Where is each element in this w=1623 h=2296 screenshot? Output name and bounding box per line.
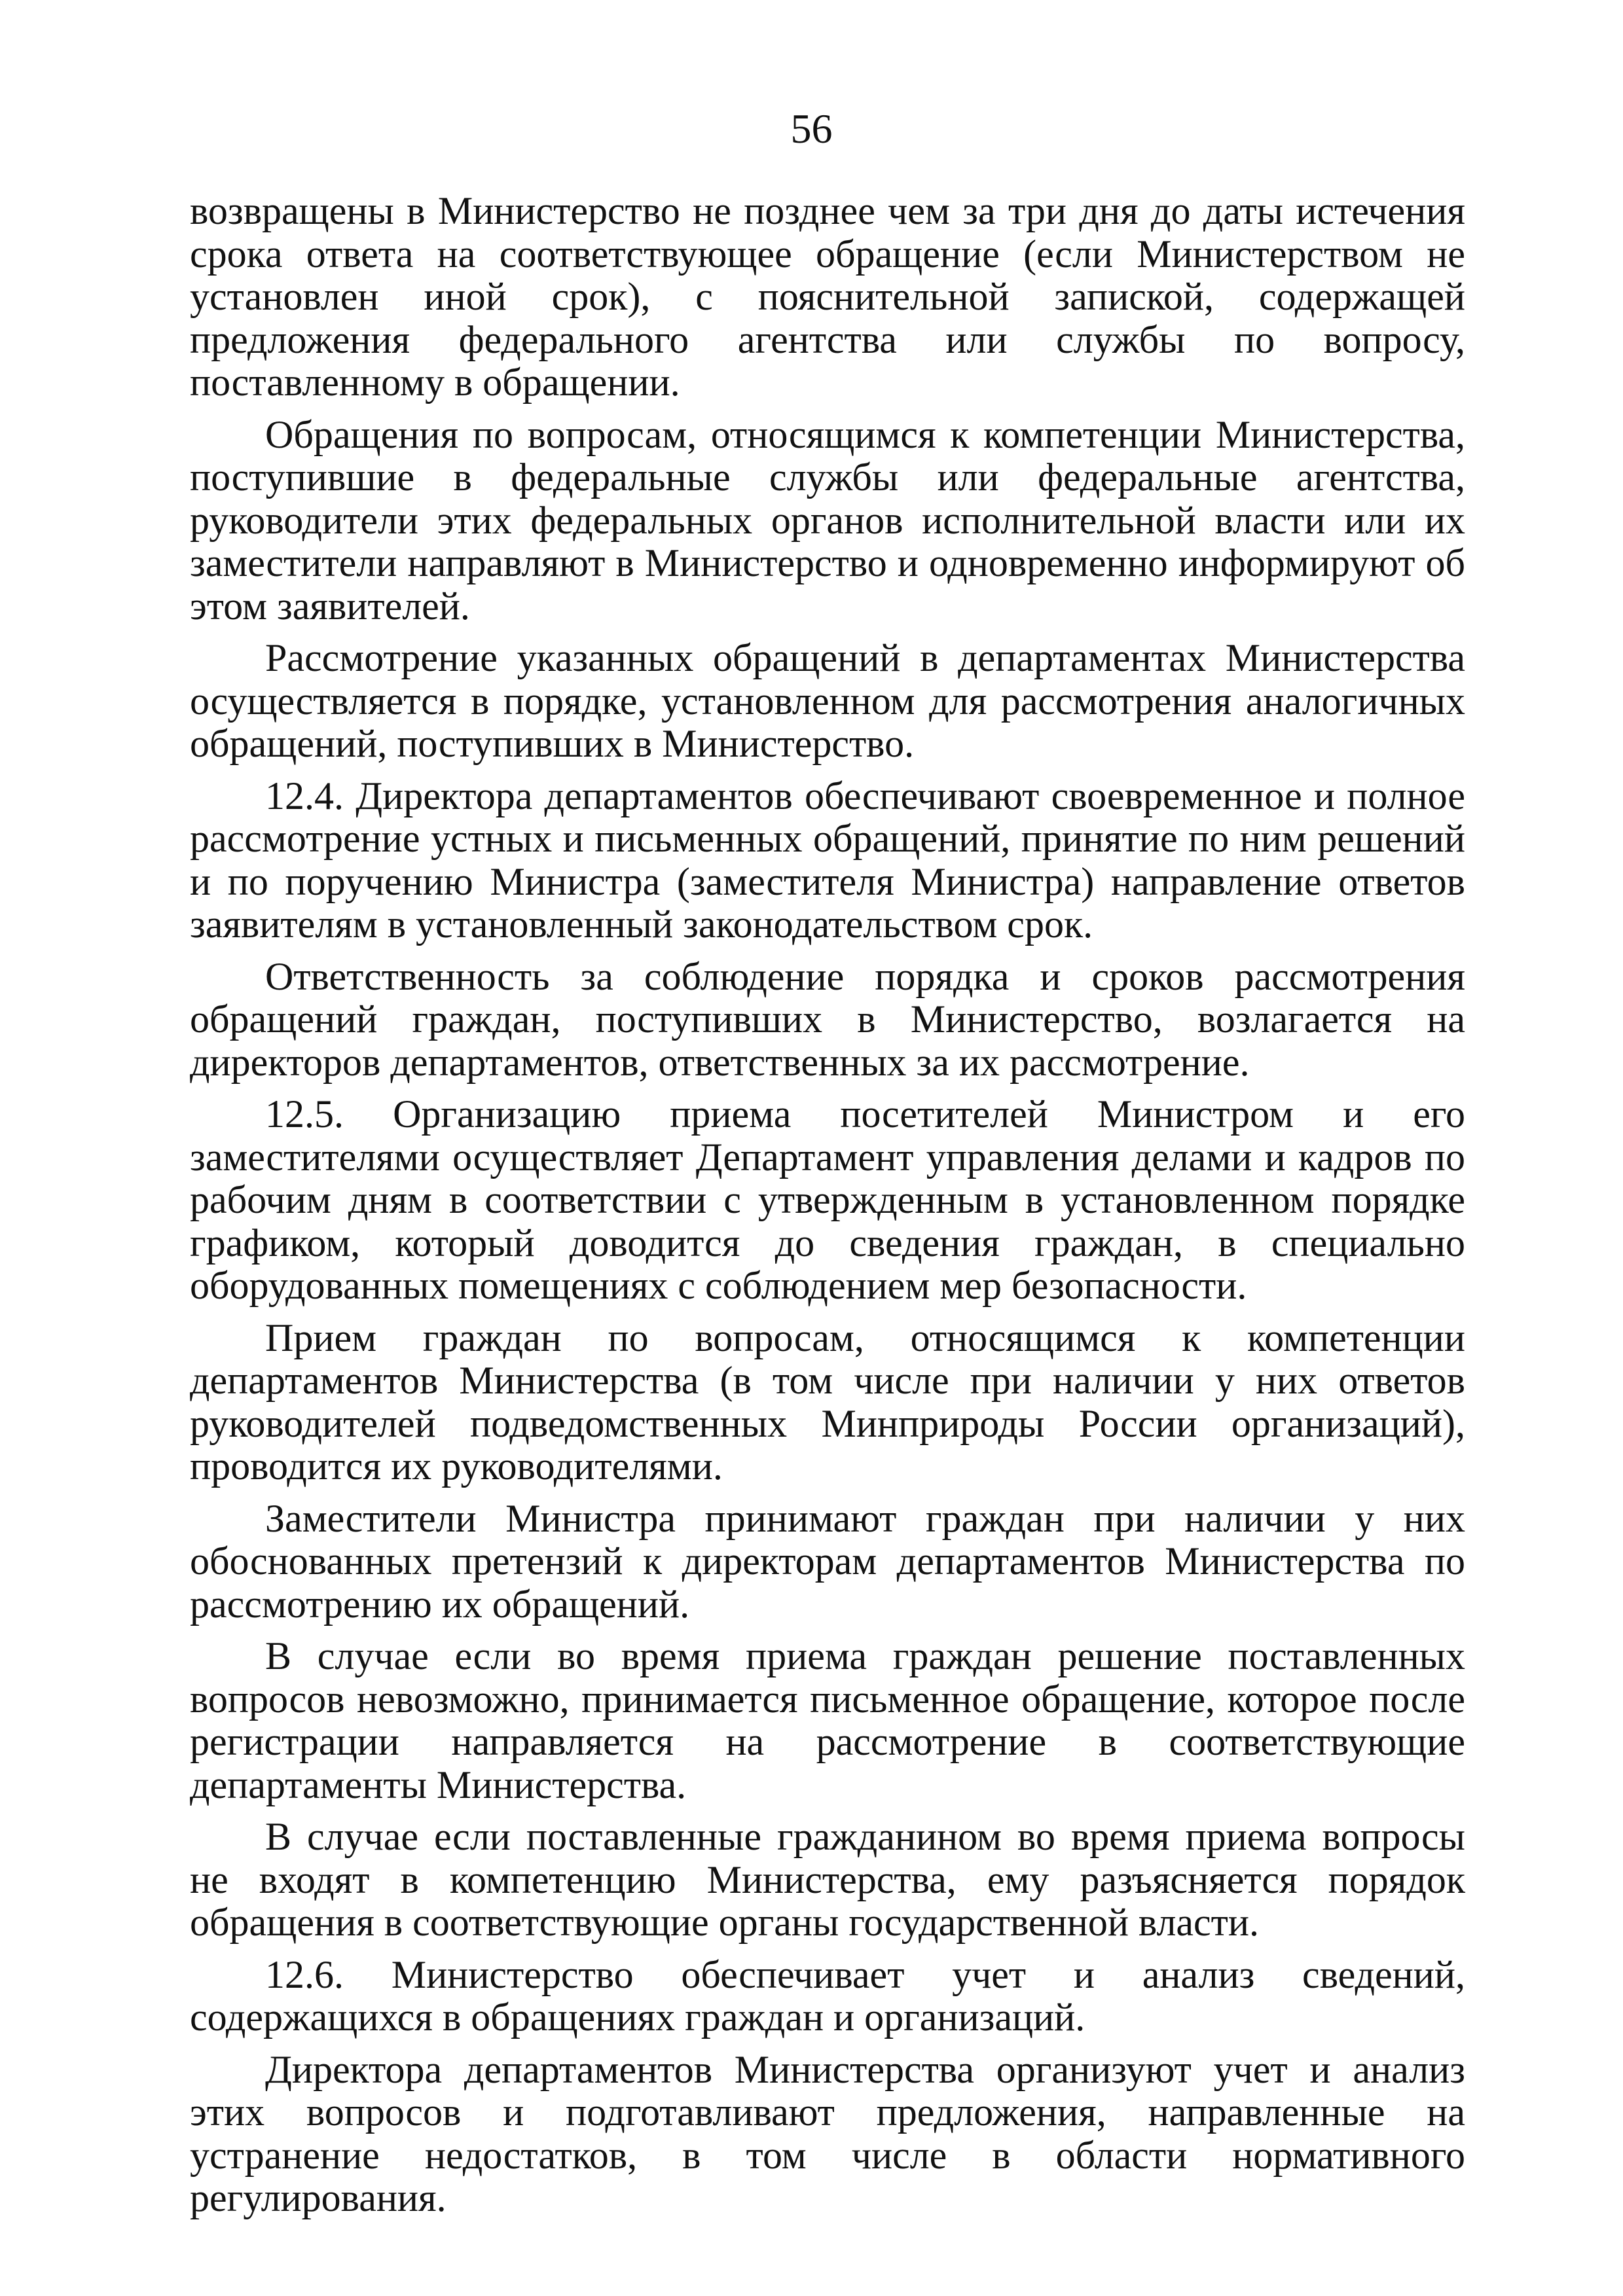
paragraph: 12.4. Директора департаментов обеспечивают своевременное и полное рассмотрение устных и письменных обращений, принятие по ним решений и по поручению Министра (заместителя Министра) направление ответов заявителям в установленный законодательством срок. (190, 774, 1465, 946)
document-body (190, 190, 1465, 2229)
paragraph: Заместители Министра принимают граждан при наличии у них обоснованных претензий к директорам департаментов Министерства по рассмотрению их обращений. (190, 1496, 1465, 1626)
paragraph: Ответственность за соблюдение порядка и сроков рассмотрения обращений граждан, поступивших в Министерство, возлагается на директоров департаментов, ответственных за их рассмотрение. (190, 954, 1465, 1084)
paragraph: Прием граждан по вопросам, относящимся к компетенции департаментов Министерства (в том числе при наличии у них ответов руководителей подведомственных Минприроды России организаций), проводится их руководителями. (190, 1316, 1465, 1488)
paragraph: Рассмотрение указанных обращений в департаментах Министерства осуществляется в порядке, установленном для рассмотрения аналогичных обращений, поступивших в Министерство. (190, 636, 1465, 765)
paragraph: 12.6. Министерство обеспечивает учет и анализ сведений, содержащихся в обращениях граждан и организаций. (190, 1952, 1465, 2039)
paragraph: возвращены в Министерство не позднее чем за три дня до даты истечения срока ответа на соответствующее обращение (если Министерством не установлен иной срок), с пояснительной запиской, содержащей предложения федерального агентства или службы по вопросу, поставленному в обращении. (190, 189, 1465, 404)
paragraph: В случае если поставленные гражданином во время приема вопросы не входят в компетенцию Министерства, ему разъясняется порядок обращения в соответствующие органы государственной власти. (190, 1815, 1465, 1944)
paragraph: Обращения по вопросам, относящимся к компетенции Министерства, поступившие в федеральные службы или федеральные агентства, руководители этих федеральных органов исполнительной власти или их заместители направляют в Министерство и одновременно информируют об этом заявителей. (190, 412, 1465, 628)
page-number: 56 (790, 105, 833, 152)
paragraph: Директора департаментов Министерства организуют учет и анализ этих вопросов и подготавливают предложения, направленные на устранение недостатков, в том числе в области нормативного регулирования. (190, 2047, 1465, 2219)
paragraph: В случае если во время приема граждан решение поставленных вопросов невозможно, принимается письменное обращение, которое после регистрации направляется на рассмотрение в соответствующие департаменты Министерства. (190, 1634, 1465, 1806)
paragraph: 12.5. Организацию приема посетителей Министром и его заместителями осуществляет Департамент управления делами и кадров по рабочим дням в соответствии с утвержденным в установленном порядке графиком, который доводится до сведения граждан, в специально оборудованных помещениях с соблюдением мер безопасности. (190, 1092, 1465, 1307)
